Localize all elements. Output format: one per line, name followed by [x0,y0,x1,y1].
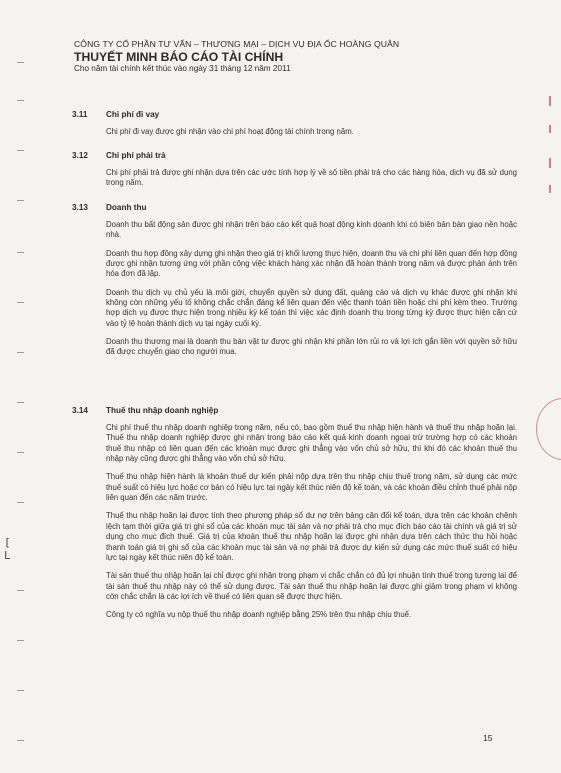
paragraph: Doanh thu hợp đồng xây dựng ghi nhận theo giá trị khối lượng thực hiện, doanh thu và chi phí liên quan đến hợp đồng được ghi nhận tương ứng với phần công việc khách hàng xác nhận đã hoàn thành trong năm và được phản ánh trên hóa đơn đã lập. [106,248,517,279]
section-3-12 [72,150,517,197]
binding-margin [0,0,30,773]
section-heading [72,405,517,416]
section-title: Chi phí phải trả [106,151,166,160]
paragraph: Tài sản thuế thu nhập hoãn lại chỉ được ghi nhận trong phạm vi chắc chắn có đủ lợi nhuận tính thuế trong tương lai để tài sản thuế thu nhập này có thể sử dụng được. Tài sản thuế thu nhập hoãn lại được ghi giảm trong phạm vi không còn chắc chắn là các lợi ích về thuế có liên quan sẽ được thực hiện. [106,571,517,602]
margin-tick [17,100,24,101]
paragraph: Doanh thu thương mại là doanh thu bán vật tư được ghi nhận khi phần lớn rủi ro và lợi ích gắn liền với quyền sở hữu đã được chuyển giao cho người mua. [106,337,517,357]
company-name: CÔNG TY CỔ PHẦN TƯ VẤN – THƯƠNG MẠI – DỊCH VỤ ĐỊA ỐC HOÀNG QUÂN [74,39,400,49]
red-ink-mark [549,158,551,168]
company-seal-stamp [536,398,561,460]
section-heading [72,109,517,120]
margin-tick [17,402,24,403]
paragraph: Doanh thu dịch vụ chủ yếu là môi giới, chuyển quyền sử dụng đất, quảng cáo và dịch vụ khác được ghi nhận khi không còn những yếu tố không chắc chắn đáng kể liên quan đến việc thanh toán tiền hoặc chi phí kèm theo. Trường hợp dịch vụ được thực hiện trong nhiều kỳ kế toán thì việc xác định doanh thu trong từng kỳ được thực hiện căn cứ vào tỷ lệ hoàn thành dịch vụ tại ngày cuối kỳ. [106,287,517,328]
margin-tick [17,740,24,741]
paragraph: Chi phí đi vay được ghi nhận vào chi phí hoạt động tài chính trong năm. [106,127,354,136]
section-title: Chi phí đi vay [106,110,160,119]
margin-tick [17,352,24,353]
section-3-14 [72,405,517,628]
document-header [74,39,514,74]
margin-tick [17,590,24,591]
margin-tick [17,200,24,201]
section-title: Thuế thu nhập doanh nghiệp [106,406,219,415]
section-3-13 [72,202,517,366]
red-ink-mark [549,96,551,106]
margin-tick [17,252,24,253]
margin-tick [17,302,24,303]
red-ink-mark [549,125,551,133]
page-number: 15 [483,733,493,743]
section-number: 3.12 [72,151,88,160]
margin-tick [17,640,24,641]
section-heading [72,202,517,213]
paragraph: Thuế thu nhập hiện hành là khoản thuế dự kiến phải nộp dựa trên thu nhập chịu thuế trong năm, sử dụng các mức thuế suất có hiệu lực hoặc cơ bản có hiệu lực tại ngày kết thúc niên độ kế toán, và các khoản điều chỉnh thuế phải nộp liên quan đến các năm trước. [106,472,517,503]
margin-tick [17,62,24,63]
section-heading [72,150,517,161]
fiscal-period: Cho năm tài chính kết thúc vào ngày 31 tháng 12 năm 2011 [74,64,291,73]
section-3-11 [72,109,517,145]
binding-clip-icon: [ L [4,536,11,562]
section-title: Doanh thu [106,203,147,212]
margin-tick [17,452,24,453]
document-title: THUYẾT MINH BÁO CÁO TÀI CHÍNH [74,50,284,64]
section-number: 3.14 [72,406,88,415]
red-ink-mark [549,185,551,193]
margin-tick [17,150,24,151]
margin-tick [17,690,24,691]
section-number: 3.13 [72,203,88,212]
paragraph: Doanh thu bất động sản được ghi nhận trên báo cáo kết quả hoạt động kinh doanh khi có biên bản bàn giao nền hoặc nhà. [106,220,517,240]
margin-tick [17,502,24,503]
section-number: 3.11 [72,110,88,119]
paragraph: Chi phí thuế thu nhập doanh nghiệp trong năm, nếu có, bao gồm thuế thu nhập hiện hành và thuế thu nhập hoãn lại. Thuế thu nhập doanh nghiệp được ghi nhận trong báo cáo kết quả kinh doanh ngoại trừ trường hợp có các khoản thuế thu nhập có liên quan đến các khoản mục được ghi thẳng vào vốn chủ sở hữu, thì khi đó các khoản thuế thu nhập này cũng được ghi thẳng vào vốn chủ sở hữu. [106,423,517,464]
paragraph: Chi phí phải trả được ghi nhận dựa trên các ước tính hợp lý về số tiền phải trả cho các hàng hóa, dịch vụ đã sử dụng trong năm. [106,168,517,188]
paragraph: Thuế thu nhập hoãn lại được tính theo phương pháp số dư nợ trên bảng cân đối kế toán, dựa trên các khoản chênh lệch tạm thời giữa giá trị ghi sổ của các khoản mục tài sản và nợ phải trả cho mục đích báo cáo tài chính và giá trị sử dụng cho mục đích thuế. Giá trị của khoản thuế thu nhập hoãn lại được ghi nhận dựa trên cách thức thu hồi hoặc thanh toán giá trị ghi sổ của các khoản mục tài sản và nợ phải trả được dự kiến sử dụng các mức thuế suất có hiệu lực tại ngày kết thúc niên độ kế toán. [106,511,517,563]
paragraph: Công ty có nghĩa vụ nộp thuế thu nhập doanh nghiệp bằng 25% trên thu nhập chịu thuế. [106,610,412,620]
